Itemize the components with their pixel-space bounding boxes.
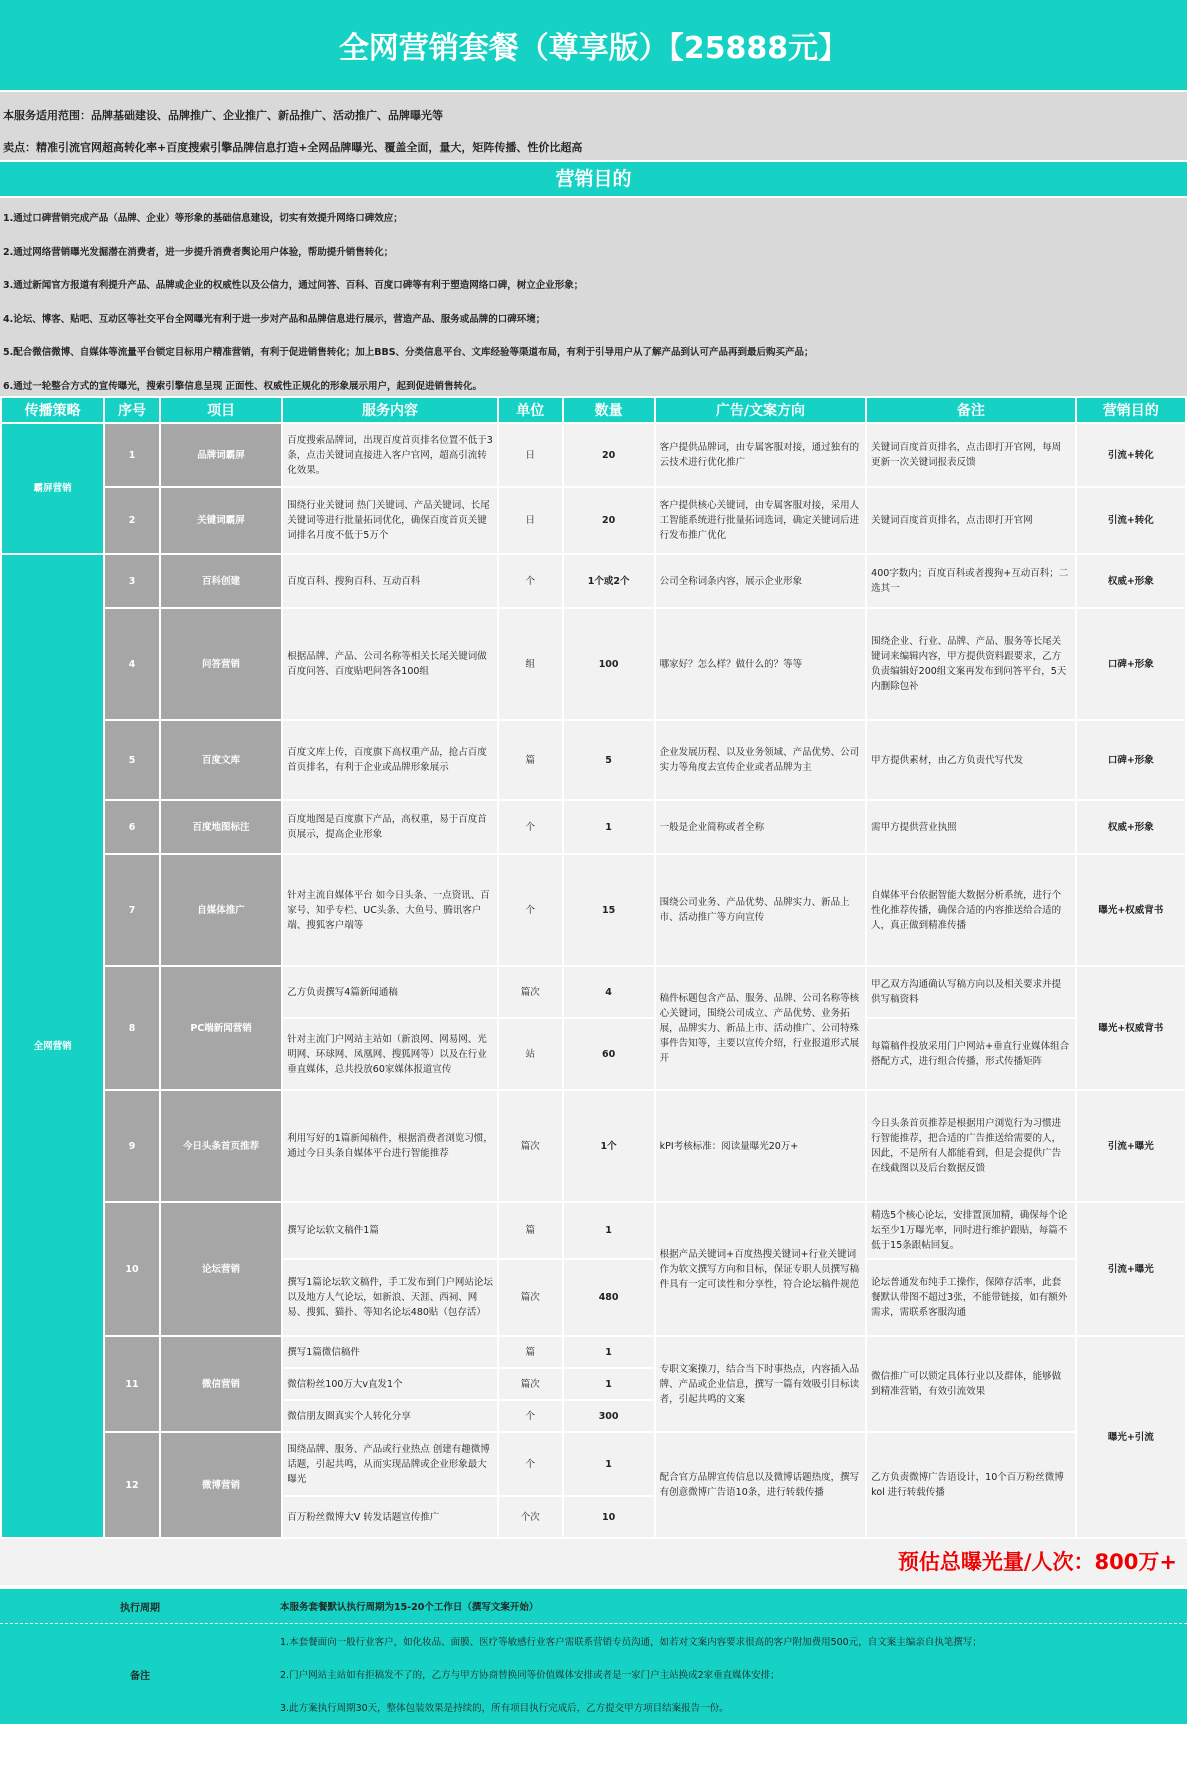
header-project: 项目	[161, 398, 281, 422]
header-content: 服务内容	[283, 398, 497, 422]
content-cell: 围绕品牌、服务、产品或行业热点 创建有趣微博话题，引起共鸣，从而实现品牌或企业形象最大曝光	[283, 1433, 497, 1495]
qty-cell: 1	[564, 1433, 654, 1495]
qty-cell: 1个或2个	[564, 555, 654, 607]
table-row	[2, 967, 1185, 1017]
qty-cell: 1个	[564, 1091, 654, 1201]
unit-cell: 篇	[499, 721, 562, 799]
ad-cell: kPI考核标准：阅读量曝光20万+	[656, 1091, 866, 1201]
qty-cell: 4	[564, 967, 654, 1017]
footer-section	[0, 1585, 1187, 1724]
content-cell: 百度文库上传，百度旗下高权重产品，抢占百度首页排名，有利于企业或品牌形象展示	[283, 721, 497, 799]
purpose-item: 3.通过新闻官方报道有利提升产品、品牌或企业的权威性以及公信力，通过问答、百科、百度口碑等有利于塑造网络口碑，树立企业形象；	[3, 280, 584, 291]
purpose-list	[0, 196, 1187, 396]
seq-cell: 7	[105, 855, 159, 965]
unit-cell: 个	[499, 555, 562, 607]
qty-cell: 480	[564, 1260, 654, 1335]
content-cell: 百万粉丝微博大V 转发话题宣传推广	[283, 1497, 497, 1537]
unit-cell: 篇次	[499, 1260, 562, 1335]
seq-cell: 3	[105, 555, 159, 607]
header-seq: 序号	[105, 398, 159, 422]
header-ad: 广告/文案方向	[656, 398, 866, 422]
goal-cell: 引流+转化	[1077, 424, 1185, 486]
goal-cell: 引流+曝光	[1077, 1091, 1185, 1201]
seq-cell: 4	[105, 609, 159, 719]
qty-cell: 1	[564, 801, 654, 853]
qty-cell: 60	[564, 1019, 654, 1089]
unit-cell: 篇	[499, 1337, 562, 1367]
table-row	[2, 801, 1185, 853]
project-cell: 论坛营销	[161, 1203, 281, 1335]
ad-cell: 一般是企业简称或者全称	[656, 801, 866, 853]
project-cell: 微信营销	[161, 1337, 281, 1431]
header-strategy: 传播策略	[2, 398, 103, 422]
goal-cell: 权威+形象	[1077, 555, 1185, 607]
seq-cell: 10	[105, 1203, 159, 1335]
table-row	[2, 1433, 1185, 1495]
project-cell: PC端新闻营销	[161, 967, 281, 1089]
seq-cell: 8	[105, 967, 159, 1089]
note-cell: 甲方提供素材，由乙方负责代写代发	[867, 721, 1074, 799]
note-cell: 论坛普通发布纯手工操作，保障存活率，此套餐默认带图不超过3张，不能带链接，如有额外需求，需联系客服沟通	[867, 1260, 1074, 1335]
note-cell: 甲乙双方沟通确认写稿方向以及相关要求并提供写稿资料	[867, 967, 1074, 1017]
header-unit: 单位	[499, 398, 562, 422]
goal-cell: 曝光+引流	[1077, 1337, 1185, 1537]
note-cell: 今日头条首页推荐是根据用户浏览行为习惯进行智能推荐，把合适的广告推送给需要的人，因此，不是所有人都能看到，但是会提供广告在线截图以及后台数据反馈	[867, 1091, 1074, 1201]
content-cell: 针对主流门户网站主站如（新浪网、网易网、光明网、环球网、凤凰网、搜狐网等）以及在行业垂直媒体，总共投放60家媒体报道宣传	[283, 1019, 497, 1089]
unit-cell: 篇次	[499, 967, 562, 1017]
qty-cell: 15	[564, 855, 654, 965]
qty-cell: 100	[564, 609, 654, 719]
goal-cell: 引流+转化	[1077, 488, 1185, 553]
table-row	[2, 1091, 1185, 1201]
unit-cell: 个次	[499, 1497, 562, 1537]
purpose-item: 4.论坛、博客、贴吧、互动区等社交平台全网曝光有利于进一步对产品和品牌信息进行展示，营造产品、服务或品牌的口碑环境；	[3, 313, 546, 325]
project-cell: 微博营销	[161, 1433, 281, 1537]
ad-cell: 稿件标题包含产品、服务、品牌、公司名称等核心关键词，围绕公司成立、产品优势、业务拓展，品牌实力、新品上市、活动推广、公司特殊事件告知等，主要以宣传介绍，行业报道形式展开	[656, 967, 866, 1089]
seq-cell: 11	[105, 1337, 159, 1431]
table-row	[2, 555, 1185, 607]
content-cell: 百度地图是百度旗下产品，高权重，易于百度首页展示，提高企业形象	[283, 801, 497, 853]
note-cell: 微信推广可以锁定具体行业以及群体，能够做到精准营销，有效引流效果	[867, 1337, 1074, 1431]
scope-section	[0, 90, 1187, 160]
ad-cell: 客户提供核心关键词，由专属客服对接，采用人工智能系统进行批量拓词选词，确定关键词后进行发布推广优化	[656, 488, 866, 553]
goal-cell: 口碑+形象	[1077, 721, 1185, 799]
content-cell: 围绕行业关键词 热门关键词、产品关键词、长尾关键词等进行批量拓词优化，确保百度首页关键词排名月度不低于5万个	[283, 488, 497, 553]
seq-cell: 2	[105, 488, 159, 553]
purpose-item: 5.配合微信微博、自媒体等流量平台锁定目标用户精准营销，有利于促进销售转化；加上BBS、分类信息平台、文库经验等渠道布局，有利于引导用户从了解产品到认可产品再到最后购买产品；	[3, 347, 814, 358]
qty-cell: 5	[564, 721, 654, 799]
selling-points: 卖点：精准引流官网超高转化率+百度搜索引擎品牌信息打造+全网品牌曝光、覆盖全面，量大，矩阵传播、性价比超高	[3, 141, 583, 154]
ad-cell: 根据产品关键词+百度热搜关键词+行业关键词作为软文撰写方向和目标，保证专职人员撰写稿件具有一定可读性和分享性，符合论坛稿件规范	[656, 1203, 866, 1335]
total-exposure: 预估总曝光量/人次：800万+	[0, 1539, 1187, 1585]
ad-cell: 客户提供品牌词，由专属客服对接，通过独有的云技术进行优化推广	[656, 424, 866, 486]
table-row	[2, 609, 1185, 719]
content-cell: 微信朋友圈真实个人转化分享	[283, 1401, 497, 1431]
table-row	[2, 721, 1185, 799]
note-cell: 400字数内；百度百科或者搜狗+互动百科；二选其一	[867, 555, 1074, 607]
content-cell: 根据品牌、产品、公司名称等相关长尾关键词做百度问答、百度贴吧问答各100组	[283, 609, 497, 719]
unit-cell: 篇次	[499, 1091, 562, 1201]
project-cell: 自媒体推广	[161, 855, 281, 965]
seq-cell: 9	[105, 1091, 159, 1201]
ad-cell: 专职文案操刀，结合当下时事热点，内容插入品牌、产品或企业信息，撰写一篇有效吸引目标读者，引起共鸣的文案	[656, 1337, 866, 1431]
note-cell: 关键词百度首页排名，点击即打开官网，每周更新一次关键词报表反馈	[867, 424, 1074, 486]
content-cell: 百度搜索品牌词，出现百度首页排名位置不低于3条，点击关键词直接进入客户官网，超高引流转化效果。	[283, 424, 497, 486]
content-cell: 微信粉丝100万大v直发1个	[283, 1369, 497, 1399]
purpose-item: 6.通过一轮整合方式的宣传曝光，搜索引擎信息呈现 正面性、权威性正规化的形象展示用户，起到促进销售转化。	[3, 380, 483, 392]
period-row	[0, 1589, 1187, 1623]
unit-cell: 个	[499, 801, 562, 853]
unit-cell: 个	[499, 1401, 562, 1431]
goal-cell: 口碑+形象	[1077, 609, 1185, 719]
table-row	[2, 1337, 1185, 1367]
note-cell: 每篇稿件投放采用门户网站+垂直行业媒体组合搭配方式，进行组合传播，形式传播矩阵	[867, 1019, 1074, 1089]
seq-cell: 6	[105, 801, 159, 853]
service-table	[0, 396, 1187, 1539]
unit-cell: 日	[499, 424, 562, 486]
goal-cell: 引流+曝光	[1077, 1203, 1185, 1335]
purpose-item: 2.通过网络营销曝光发掘潜在消费者，进一步提升消费者舆论用户体验，帮助提升销售转化；	[3, 246, 394, 258]
note-item: 2.门户网站主站如有拒稿发不了的，乙方与甲方协商替换同等价值媒体安排或者是一家门户主站换成2家垂直媒体安排；	[280, 1669, 780, 1681]
ad-cell: 哪家好？怎么样？做什么的？等等	[656, 609, 866, 719]
note-cell: 关键词百度首页排名，点击即打开官网	[867, 488, 1074, 553]
note-cell: 自媒体平台依据智能大数据分析系统，进行个性化推荐传播，确保合适的内容推送给合适的人，真正做到精准传播	[867, 855, 1074, 965]
goal-cell: 曝光+权威背书	[1077, 855, 1185, 965]
content-cell: 撰写1篇微信稿件	[283, 1337, 497, 1367]
header-qty: 数量	[564, 398, 654, 422]
unit-cell: 个	[499, 855, 562, 965]
project-cell: 百度地图标注	[161, 801, 281, 853]
content-cell: 乙方负责撰写4篇新闻通稿	[283, 967, 497, 1017]
table-row	[2, 488, 1185, 553]
unit-cell: 个	[499, 1433, 562, 1495]
note-cell: 需甲方提供营业执照	[867, 801, 1074, 853]
table-row	[2, 855, 1185, 965]
project-cell: 今日头条首页推荐	[161, 1091, 281, 1201]
project-cell: 关键词霸屏	[161, 488, 281, 553]
content-cell: 百度百科、搜狗百科、互动百科	[283, 555, 497, 607]
note-item: 3.此方案执行周期30天，整体包装效果是持续的，所有项目执行完成后，乙方提交甲方项目结案报告一份。	[280, 1703, 729, 1715]
note-cell: 乙方负责微博广告语设计，10个百万粉丝微博kol 进行转载传播	[867, 1433, 1074, 1537]
unit-cell: 站	[499, 1019, 562, 1089]
purpose-heading: 营销目的	[0, 160, 1187, 196]
note-item: 1.本套餐面向一般行业客户，如化妆品、面膜、医疗等敏感行业客户需联系营销专员沟通，如若对文案内容要求很高的客户附加费用500元，自文案主编亲自执笔撰写；	[280, 1636, 982, 1648]
purpose-item: 1.通过口碑营销完成产品（品牌、企业）等形象的基础信息建设，切实有效提升网络口碑效应；	[3, 213, 403, 224]
project-cell: 百科创建	[161, 555, 281, 607]
goal-cell: 曝光+权威背书	[1077, 967, 1185, 1089]
ad-cell: 公司全称词条内容，展示企业形象	[656, 555, 866, 607]
qty-cell: 20	[564, 488, 654, 553]
ad-cell: 围绕公司业务、产品优势、品牌实力、新品上市、活动推广等方向宣传	[656, 855, 866, 965]
unit-cell: 篇	[499, 1203, 562, 1258]
qty-cell: 300	[564, 1401, 654, 1431]
seq-cell: 5	[105, 721, 159, 799]
unit-cell: 组	[499, 609, 562, 719]
seq-cell: 1	[105, 424, 159, 486]
seq-cell: 12	[105, 1433, 159, 1537]
strategy-cell: 全网营销	[2, 555, 103, 1537]
notes-list	[280, 1624, 982, 1724]
ad-cell: 企业发展历程、以及业务领域、产品优势、公司实力等角度去宣传企业或者品牌为主	[656, 721, 866, 799]
note-cell: 围绕企业、行业、品牌、产品、服务等长尾关键词来编辑内容，甲方提供资料跟要求，乙方负责编辑好200组文案再发布到问答平台，5天内删除包补	[867, 609, 1074, 719]
note-cell: 精选5个核心论坛，安排置顶加精，确保每个论坛至少1万曝光率，同时进行维护跟贴，每篇不低于15条跟帖回复。	[867, 1203, 1074, 1258]
page-title: 全网营销套餐（尊享版）【25888元】	[0, 0, 1187, 90]
service-scope: 本服务适用范围：品牌基础建设、品牌推广、企业推广、新品推广、活动推广、品牌曝光等	[3, 109, 443, 122]
project-cell: 百度文库	[161, 721, 281, 799]
qty-cell: 20	[564, 424, 654, 486]
content-cell: 针对主流自媒体平台 如今日头条、一点资讯、百家号、知乎专栏、UC头条、大鱼号、腾讯客户端、搜狐客户端等	[283, 855, 497, 965]
project-cell: 问答营销	[161, 609, 281, 719]
strategy-cell: 霸屏营销	[2, 424, 103, 553]
ad-cell: 配合官方品牌宣传信息以及微博话题热度，撰写有创意微博广告语10条，进行转载传播	[656, 1433, 866, 1537]
period-label: 执行周期	[120, 1602, 160, 1614]
qty-cell: 1	[564, 1337, 654, 1367]
table-row	[2, 424, 1185, 486]
content-cell: 撰写论坛软文稿件1篇	[283, 1203, 497, 1258]
header-goal: 营销目的	[1077, 398, 1185, 422]
qty-cell: 10	[564, 1497, 654, 1537]
project-cell: 品牌词霸屏	[161, 424, 281, 486]
period-value: 本服务套餐默认执行周期为15-20个工作日（撰写文案开始）	[280, 1602, 539, 1613]
unit-cell: 日	[499, 488, 562, 553]
content-cell: 利用写好的1篇新闻稿件，根据消费者浏览习惯，通过今日头条自媒体平台进行智能推荐	[283, 1091, 497, 1201]
notes-row	[0, 1624, 1187, 1724]
goal-cell: 权威+形象	[1077, 801, 1185, 853]
unit-cell: 篇次	[499, 1369, 562, 1399]
qty-cell: 1	[564, 1203, 654, 1258]
header-note: 备注	[867, 398, 1074, 422]
table-row	[2, 1203, 1185, 1258]
content-cell: 撰写1篇论坛软文稿件，手工发布到门户网站论坛以及地方人气论坛，如新浪、天涯、西祠、网易、搜狐、猫扑、等知名论坛480贴（包存活）	[283, 1260, 497, 1335]
qty-cell: 1	[564, 1369, 654, 1399]
notes-label: 备注	[130, 1670, 150, 1682]
